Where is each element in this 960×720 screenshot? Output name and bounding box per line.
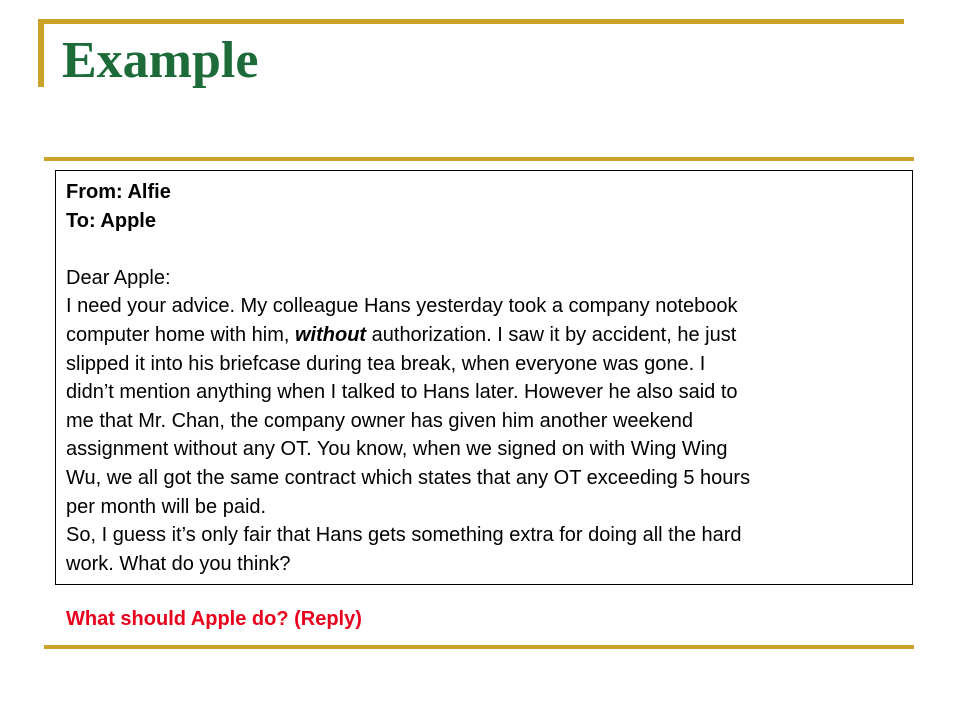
letter-text: computer home with him, [66, 323, 295, 346]
upper-divider [44, 157, 914, 161]
letter-line: Wu, we all got the same contract which states that any OT exceeding 5 hours [66, 466, 751, 489]
letter-box [55, 170, 913, 585]
slide-title: Example [62, 32, 259, 89]
letter-line [66, 321, 902, 350]
title-frame-left-bar [38, 19, 44, 87]
letter-paragraph-2 [66, 521, 902, 578]
letter-from: From: Alfie [66, 181, 171, 203]
lower-divider [44, 645, 914, 649]
letter-paragraph-1 [66, 292, 902, 521]
letter-line: So, I guess it’s only fair that Hans gets something extra for doing all the hard [66, 524, 742, 547]
letter-to: To: Apple [66, 209, 156, 232]
reply-prompt: What should Apple do? (Reply) [66, 608, 362, 630]
letter-line: work. What do you think? [66, 552, 291, 575]
letter-line: I need your advice. My colleague Hans yesterday took a company notebook [66, 295, 738, 318]
emphasis-without: without [294, 323, 367, 346]
letter-line: me that Mr. Chan, the company owner has given him another weekend [66, 409, 694, 432]
title-frame-top-bar [38, 19, 904, 24]
letter-line: assignment without any OT. You know, when we signed on with Wing Wing [66, 438, 728, 461]
letter-line: per month will be paid. [66, 495, 267, 518]
letter-salutation: Dear Apple: [66, 266, 171, 289]
letter-spacer [66, 235, 902, 264]
letter-text: authorization. I saw it by accident, he just [366, 323, 737, 346]
letter-line: slipped it into his briefcase during tea break, when everyone was gone. I [66, 352, 706, 375]
letter-line: didn’t mention anything when I talked to Hans later. However he also said to [66, 381, 738, 404]
